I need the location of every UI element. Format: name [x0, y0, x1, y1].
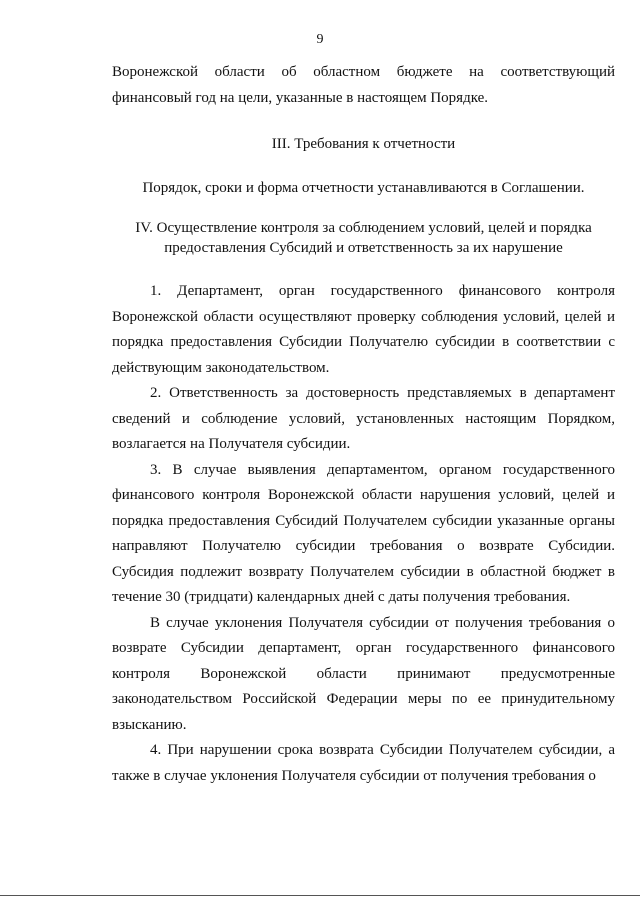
section-4-heading — [112, 219, 615, 258]
section-3-heading: III. Требования к отчетности — [271, 136, 456, 152]
section-3-text: Порядок, сроки и форма отчетности устанавливаются в Соглашении. — [142, 180, 585, 196]
section-4-body — [112, 279, 615, 789]
intro-paragraph: Воронежской области об областном бюджете на соответствующий финансовый год на цели, указанные в настоящем Порядке. — [112, 64, 615, 106]
page-bottom-rule — [0, 895, 640, 896]
section-4-heading-line2: предоставления Субсидий и ответственность за их нарушение — [164, 239, 563, 256]
paragraph-2: 2. Ответственность за достоверность представляемых в департамент сведений и соблюдение условий, установленных настоящим Порядком, возлагается на Получателя субсидии. — [112, 385, 615, 452]
paragraph-1: 1. Департамент, орган государственного финансового контроля Воронежской области осуществляют проверку соблюдения условий, целей и порядка предоставления Субсидии Получателю субсидии в соответствии с действующим законодательством. — [112, 283, 615, 376]
paragraph-3: 3. В случае выявления департаментом, органом государственного финансового контроля Воронежской области нарушения условий, целей и порядка предоставления Субсидий Получателем субсидии указанные органы направляют Получателю субсидии требования о возврате Субсидии. Субсидия подлежит возврату Получателем субсидии в областной бюджет в течение 30 (тридцати) календарных дней с даты получения требования. — [112, 461, 615, 605]
section-4-heading-line1: IV. Осуществление контроля за соблюдением условий, целей и порядка — [135, 220, 592, 236]
paragraph-3-continued: В случае уклонения Получателя субсидии от получения требования о возврате Субсидии департамент, орган государственного финансового контроля Воронежской области принимают предусмотренные законодательством Российской Федерации меры по ее принудительному взысканию. — [112, 614, 615, 733]
paragraph-4: 4. При нарушении срока возврата Субсидии Получателем субсидии, а также в случае уклонения Получателя субсидии от получения требования о — [112, 742, 615, 784]
page-number: 9 — [316, 32, 324, 47]
